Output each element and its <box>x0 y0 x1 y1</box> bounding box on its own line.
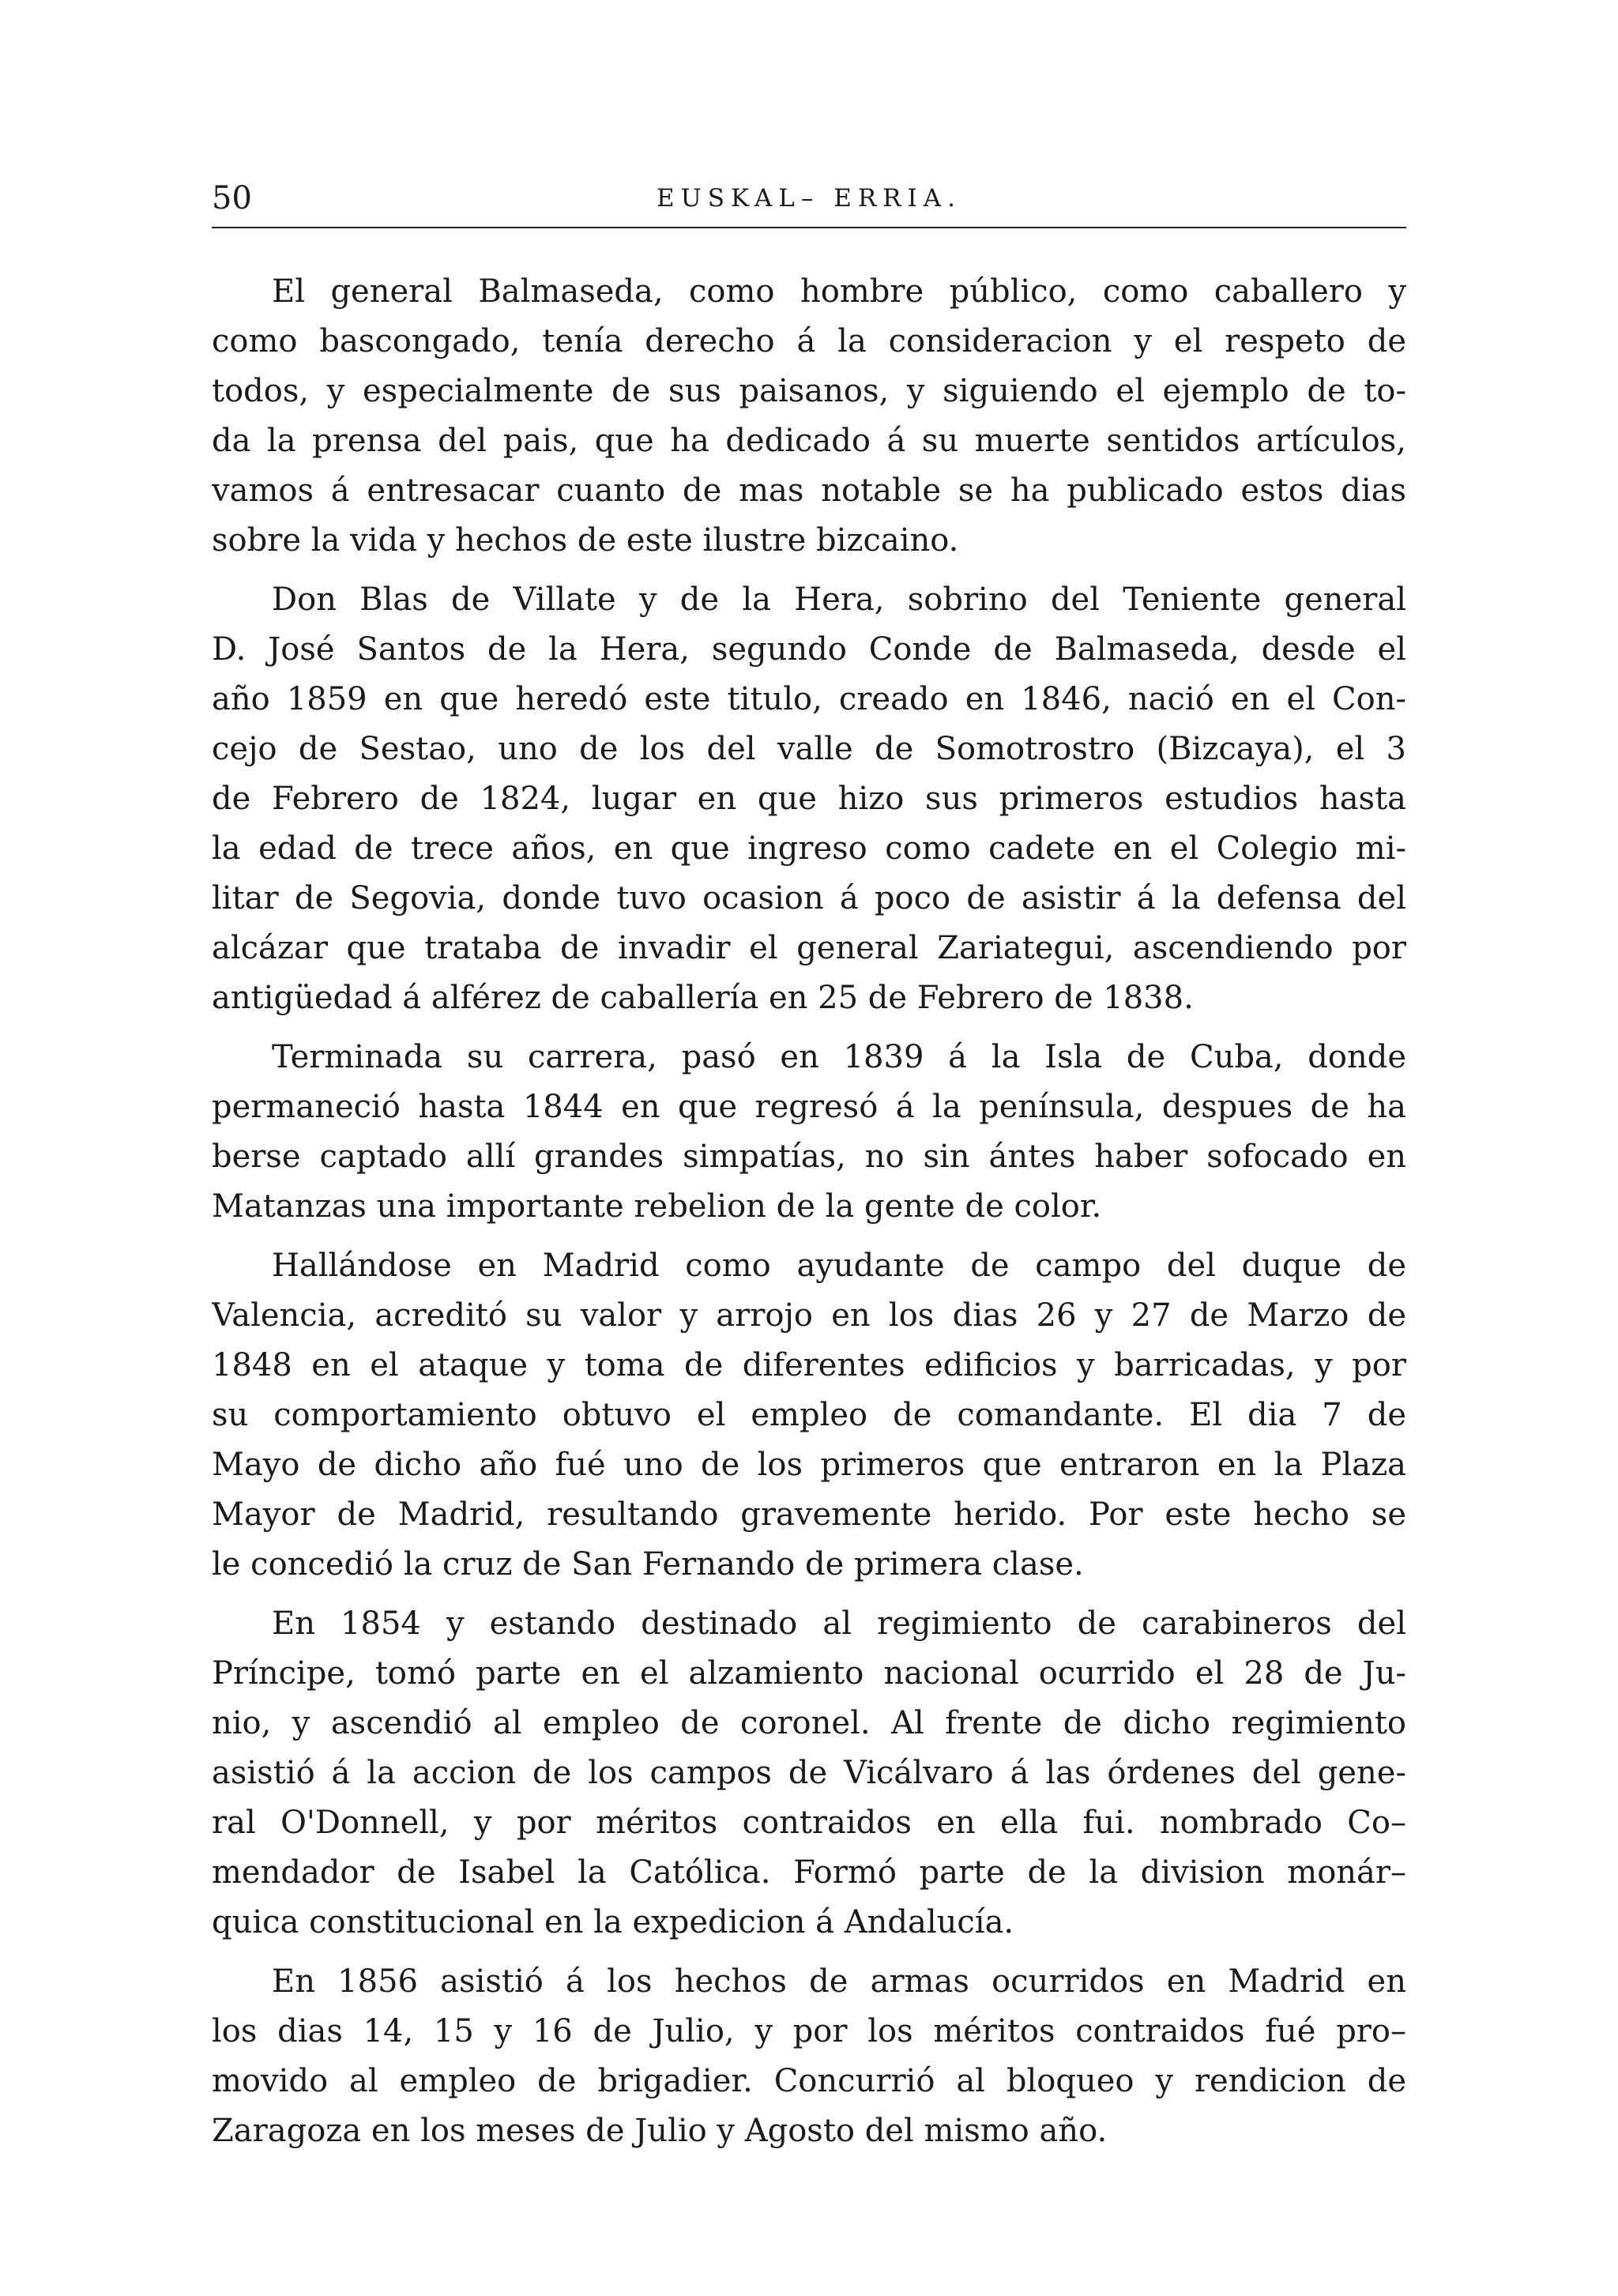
text-line: litar de Segovia, donde tuvo ocasion á poco de asistir á la defensa del <box>212 880 1406 917</box>
paragraph <box>212 1957 1406 2156</box>
text-line: sobre la vida y hechos de este ilustre bizcaino. <box>212 522 959 559</box>
text-line: berse captado allí grandes simpatías, no sin ántes haber sofocado en <box>212 1139 1406 1175</box>
text-line: da la prensa del pais, que ha dedicado á su muerte sentidos artículos, <box>212 423 1406 459</box>
text-line: El general Balmaseda, como hombre público, como caballero y <box>272 273 1406 310</box>
paragraph <box>212 1599 1406 1948</box>
text-line: mendador de Isabel la Católica. Formó parte de la division monár– <box>212 1854 1406 1891</box>
text-line: vamos á entresacar cuanto de mas notable se ha publicado estos dias <box>212 472 1406 509</box>
text-line: la edad de trece años, en que ingreso como cadete en el Colegio mi- <box>212 830 1406 867</box>
running-title: EUSKAL– ERRIA. <box>656 184 962 213</box>
text-line: su comportamiento obtuvo el empleo de comandante. El dia 7 de <box>212 1397 1406 1433</box>
text-line: los dias 14, 15 y 16 de Julio, y por los méritos contraidos fué pro– <box>212 2013 1406 2049</box>
text-line: de Febrero de 1824, lugar en que hizo sus primeros estudios hasta <box>212 781 1406 817</box>
text-line: quica constitucional en la expedicion á Andalucía. <box>212 1904 1014 1940</box>
text-line: alcázar que trataba de invadir el general Zariategui, ascendiendo por <box>212 930 1406 966</box>
text-line: cejo de Sestao, uno de los del valle de Somotrostro (Bizcaya), el 3 <box>212 731 1406 767</box>
text-line: D. José Santos de la Hera, segundo Conde de Balmaseda, desde el <box>212 631 1406 668</box>
paragraph <box>212 575 1406 1023</box>
paragraph <box>212 1033 1406 1232</box>
paragraph <box>212 1241 1406 1590</box>
text-line: permaneció hasta 1844 en que regresó á la península, despues de ha <box>212 1089 1406 1125</box>
text-line: movido al empleo de brigadier. Concurrió al bloqueo y rendicion de <box>212 2063 1406 2099</box>
text-line: Mayor de Madrid, resultando gravemente herido. Por este hecho se <box>212 1496 1406 1533</box>
text-line: todos, y especialmente de sus paisanos, y siguiendo el ejemplo de to- <box>212 373 1406 409</box>
text-line: Zaragoza en los meses de Julio y Agosto del mismo año. <box>212 2113 1108 2149</box>
page-header <box>212 178 1406 228</box>
text-line: Mayo de dicho año fué uno de los primeros que entraron en la Plaza <box>212 1447 1406 1483</box>
paragraph <box>212 267 1406 566</box>
text-line: antigüedad á alférez de caballería en 25 de Febrero de 1838. <box>212 980 1194 1016</box>
text-line: Valencia, acreditó su valor y arrojo en los dias 26 y 27 de Marzo de <box>212 1297 1406 1334</box>
page-number: 50 <box>212 180 252 216</box>
text-line: ral O'Donnell, y por méritos contraidos en ella fui. nombrado Co– <box>212 1805 1406 1841</box>
text-line: como bascongado, tenía derecho á la consideracion y el respeto de <box>212 323 1406 359</box>
text-line: asistió á la accion de los campos de Vicálvaro á las órdenes del gene- <box>212 1755 1406 1791</box>
text-line: Don Blas de Villate y de la Hera, sobrino del Teniente general <box>272 582 1406 618</box>
text-line: Príncipe, tomó parte en el alzamiento nacional ocurrido el 28 de Ju- <box>212 1655 1406 1692</box>
text-line: año 1859 en que heredó este titulo, creado en 1846, nació en el Con- <box>212 681 1406 717</box>
text-line: En 1856 asistió á los hechos de armas ocurridos en Madrid en <box>272 1963 1406 2000</box>
text-line: Hallándose en Madrid como ayudante de campo del duque de <box>272 1248 1406 1284</box>
text-line: nio, y ascendió al empleo de coronel. Al frente de dicho regimiento <box>212 1705 1406 1741</box>
text-line: Matanzas una importante rebelion de la gente de color. <box>212 1188 1102 1225</box>
text-line: Terminada su carrera, pasó en 1839 á la Isla de Cuba, donde <box>272 1039 1406 1075</box>
text-line: le concedió la cruz de San Fernando de primera clase. <box>212 1546 1084 1583</box>
body-text <box>212 267 1406 2166</box>
text-line: 1848 en el ataque y toma de diferentes edificios y barricadas, y por <box>212 1347 1406 1383</box>
text-line: En 1854 y estando destinado al regimiento de carabineros del <box>272 1605 1406 1642</box>
